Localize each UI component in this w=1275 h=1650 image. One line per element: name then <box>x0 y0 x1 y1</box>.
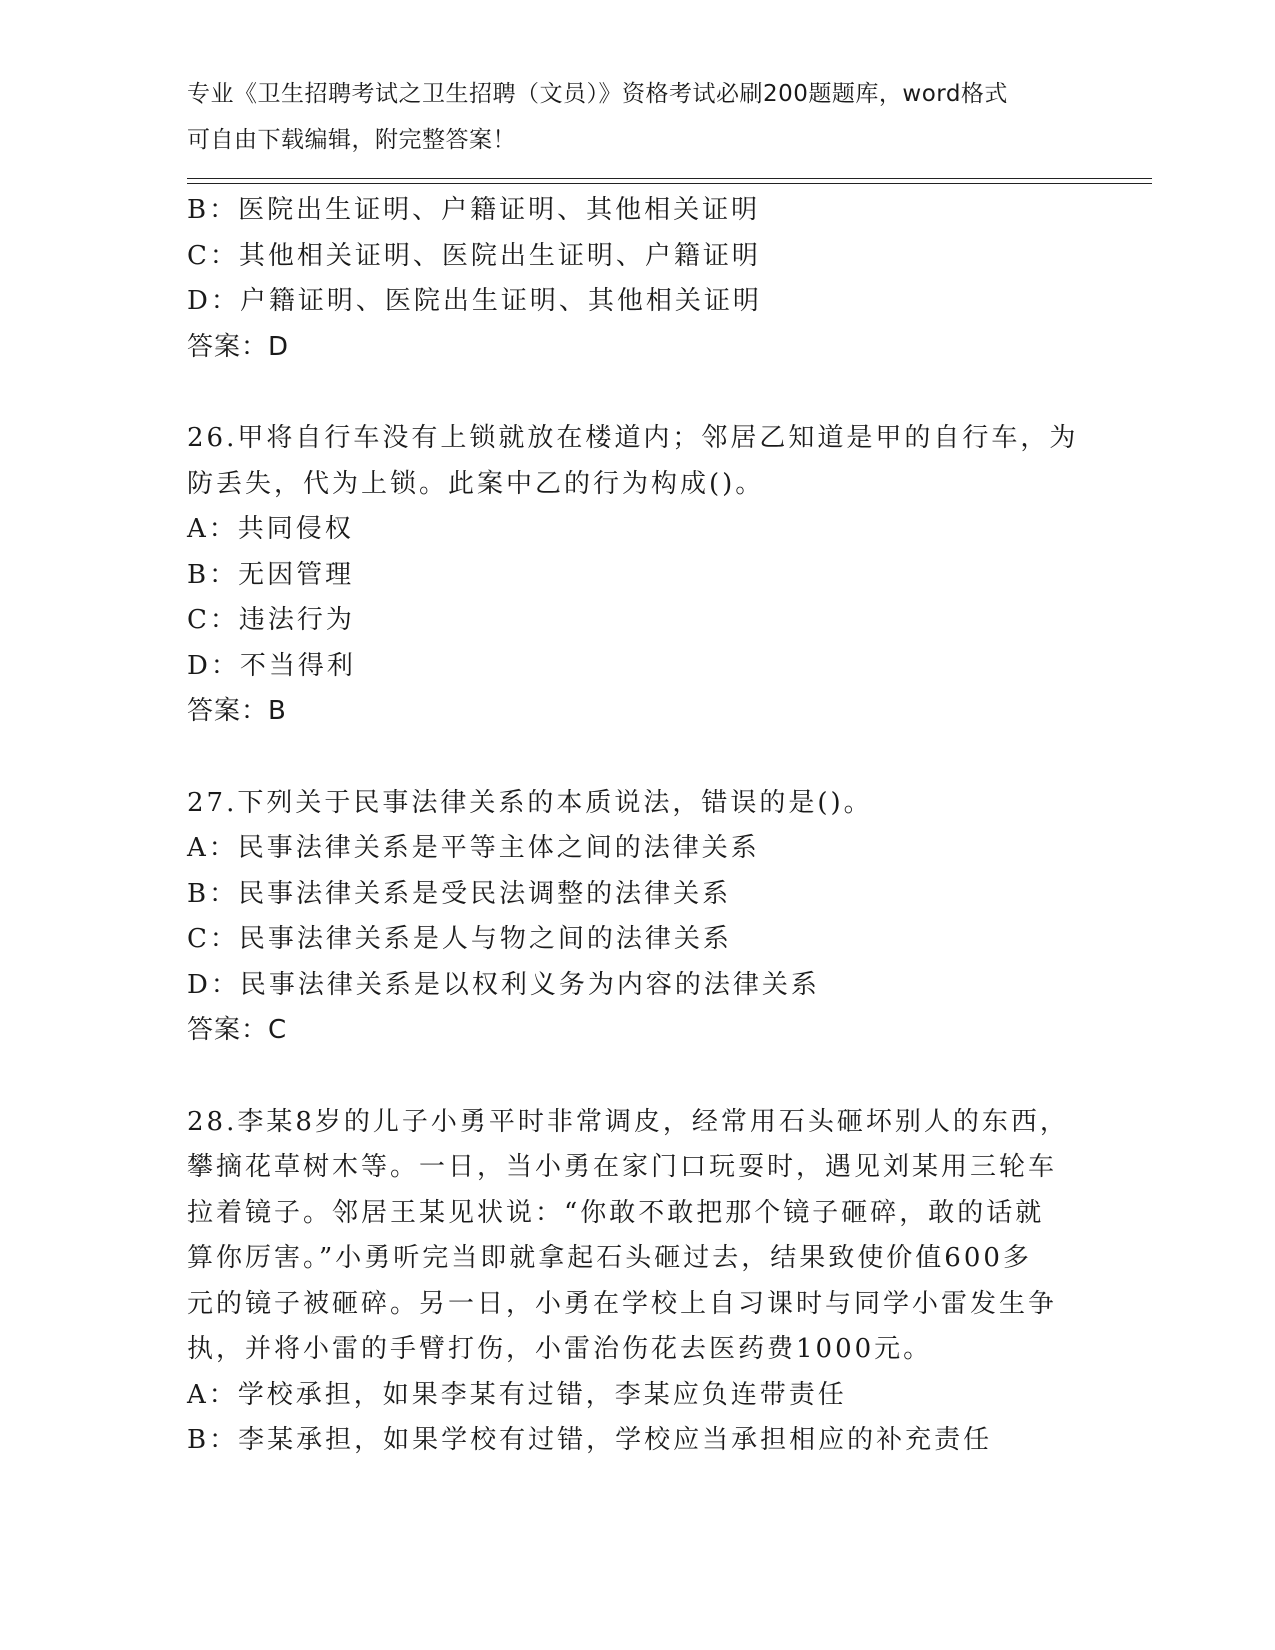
question-block-27 <box>187 781 1087 1054</box>
option-d: D：户籍证明、医院出生证明、其他相关证明 <box>187 286 762 316</box>
header-rule-bottom <box>187 183 1152 184</box>
option-c: C：民事法律关系是人与物之间的法律关系 <box>187 924 732 954</box>
document-header <box>187 72 1087 163</box>
question-list <box>187 188 1087 1464</box>
header-line-1: 专业《卫生招聘考试之卫生招聘（文员）》资格考试必刷200题题库，word格式 <box>187 81 1008 107</box>
answer-line: 答案：B <box>187 696 287 726</box>
header-line-2: 可自由下载编辑，附完整答案！ <box>187 126 516 153</box>
question-stem-line: 攀摘花草树木等。一日，当小勇在家门口玩耍时，遇见刘某用三轮车 <box>187 1152 1058 1182</box>
question-stem-line: 27.下列关于民事法律关系的本质说法，错误的是()。 <box>187 787 873 818</box>
option-a: A：共同侵权 <box>187 514 354 544</box>
answer-line: 答案：D <box>187 331 290 362</box>
question-stem-line: 26.甲将自行车没有上锁就放在楼道内；邻居乙知道是甲的自行车，为 <box>187 423 1079 453</box>
option-b: B：无因管理 <box>187 559 355 590</box>
question-stem-line: 28.李某8岁的儿子小勇平时非常调皮，经常用石头砸坏别人的东西， <box>187 1106 1069 1137</box>
question-stem-line: 防丢失，代为上锁。此案中乙的行为构成()。 <box>187 468 765 499</box>
question-block-28 <box>187 1100 1087 1464</box>
question-stem-line: 元的镜子被砸碎。另一日，小勇在学校上自习课时与同学小雷发生争 <box>187 1288 1058 1319</box>
option-c: C：其他相关证明、医院出生证明、户籍证明 <box>187 240 761 271</box>
spacer <box>187 370 1087 416</box>
header-rule-top <box>187 178 1152 179</box>
option-a: A：学校承担，如果李某有过错，李某应负连带责任 <box>187 1379 847 1410</box>
question-stem-line: 拉着镜子。邻居王某见状说：“你敢不敢把那个镜子砸碎，敢的话就 <box>187 1197 1045 1228</box>
answer-line: 答案：C <box>187 1015 288 1045</box>
question-stem-line: 算你厉害。”小勇听完当即就拿起石头砸过去，结果致使价值600多 <box>187 1243 1032 1273</box>
option-b: B：民事法律关系是受民法调整的法律关系 <box>187 878 732 909</box>
option-c: C：违法行为 <box>187 605 355 635</box>
spacer <box>187 1054 1087 1100</box>
option-b: B：医院出生证明、户籍证明、其他相关证明 <box>187 195 761 225</box>
option-d: D：民事法律关系是以权利义务为内容的法律关系 <box>187 969 820 1000</box>
spacer <box>187 735 1087 781</box>
question-stem-line: 执，并将小雷的手臂打伤，小雷治伤花去医药费1000元。 <box>187 1334 933 1364</box>
question-block-prev <box>187 188 1087 370</box>
question-block-26 <box>187 416 1087 735</box>
option-b: B：李某承担，如果学校有过错，学校应当承担相应的补充责任 <box>187 1425 993 1455</box>
option-a: A：民事法律关系是平等主体之间的法律关系 <box>187 833 760 863</box>
option-d: D：不当得利 <box>187 650 356 681</box>
